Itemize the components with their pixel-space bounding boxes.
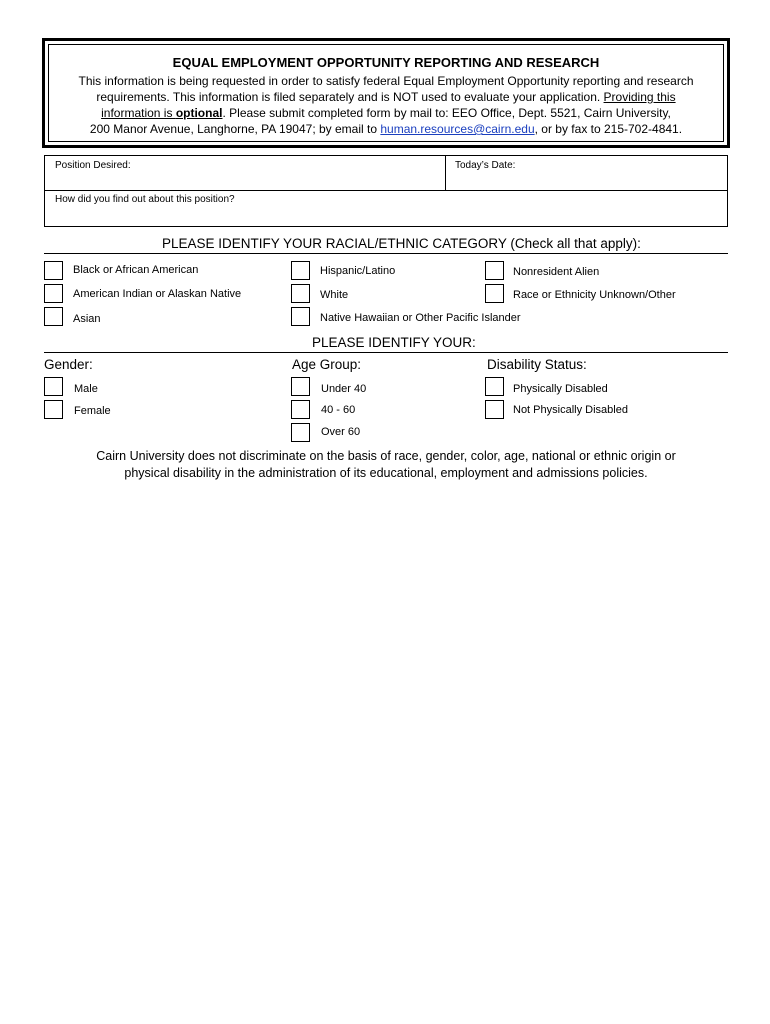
identify-section-title: PLEASE IDENTIFY YOUR: xyxy=(312,335,476,350)
label-under-40: Under 40 xyxy=(321,383,367,395)
label-nonresident-alien: Nonresident Alien xyxy=(513,266,600,278)
nondiscrimination-statement xyxy=(44,448,728,482)
intro-line-2 xyxy=(49,89,723,105)
intro-line-2-underlined: Providing this xyxy=(603,90,676,104)
checkbox-male[interactable] xyxy=(44,377,63,396)
checkbox-white[interactable] xyxy=(291,284,310,303)
checkbox-not-physically-disabled[interactable] xyxy=(485,400,504,419)
age-group-heading: Age Group: xyxy=(292,357,362,372)
nondiscrimination-line-1: Cairn University does not discriminate on the basis of race, gender, color, age, national or ethnic origin or xyxy=(96,449,676,463)
label-hispanic-latino: Hispanic/Latino xyxy=(320,265,396,277)
checkbox-native-hawaiian[interactable] xyxy=(291,307,310,326)
intro-line-1: This information is being requested in order to satisfy federal Equal Employment Opportunity reporting and research xyxy=(78,74,694,88)
label-male: Male xyxy=(74,383,98,395)
checkbox-asian[interactable] xyxy=(44,307,63,326)
intro-line-3-text: . Please submit completed form by mail to: EEO Office, Dept. 5521, Cairn University, xyxy=(222,106,671,120)
label-asian: Asian xyxy=(73,313,101,325)
optional-emphasis: optional xyxy=(175,106,223,120)
fields-divider xyxy=(445,156,446,191)
todays-date-field[interactable]: Today’s Date: xyxy=(455,160,516,171)
nondiscrimination-line-2: physical disability in the administration of its educational, employment and admissions policies. xyxy=(124,466,648,480)
intro-line-4-text: 200 Manor Avenue, Langhorne, PA 19047; by email to xyxy=(89,122,381,136)
label-physically-disabled: Physically Disabled xyxy=(513,383,608,395)
checkbox-female[interactable] xyxy=(44,400,63,419)
header-inner xyxy=(48,44,724,142)
checkbox-40-60[interactable] xyxy=(291,400,310,419)
label-40-60: 40 - 60 xyxy=(321,404,356,416)
header-box xyxy=(42,38,730,148)
race-section-title: PLEASE IDENTIFY YOUR RACIAL/ETHNIC CATEGORY (Check all that apply): xyxy=(162,236,641,251)
disability-status-heading: Disability Status: xyxy=(487,357,587,372)
identify-section-rule xyxy=(44,352,728,353)
checkbox-hispanic-latino[interactable] xyxy=(291,261,310,280)
intro-line-4 xyxy=(49,121,723,137)
applicant-fields-table xyxy=(44,155,728,227)
label-over-60: Over 60 xyxy=(321,426,361,438)
label-black-african-american: Black or African American xyxy=(73,264,199,276)
label-american-indian: American Indian or Alaskan Native xyxy=(73,288,242,300)
checkbox-over-60[interactable] xyxy=(291,423,310,442)
race-section-rule xyxy=(44,253,728,254)
checkbox-american-indian[interactable] xyxy=(44,284,63,303)
fields-row-top xyxy=(45,156,727,191)
gender-heading: Gender: xyxy=(44,357,93,372)
intro-line-4-fax: , or by fax to 215-702-4841. xyxy=(534,122,683,136)
checkbox-physically-disabled[interactable] xyxy=(485,377,504,396)
label-not-physically-disabled: Not Physically Disabled xyxy=(513,404,628,416)
label-race-unknown-other: Race or Ethnicity Unknown/Other xyxy=(513,289,676,301)
intro-line-3 xyxy=(49,105,723,121)
checkbox-race-unknown-other[interactable] xyxy=(485,284,504,303)
intro-line-3-underlined: information is xyxy=(101,106,176,120)
label-female: Female xyxy=(74,405,111,417)
checkbox-nonresident-alien[interactable] xyxy=(485,261,504,280)
position-desired-field[interactable]: Position Desired: xyxy=(55,160,131,171)
position-source-field[interactable]: How did you find out about this position? xyxy=(55,194,235,205)
checkbox-under-40[interactable] xyxy=(291,377,310,396)
label-native-hawaiian: Native Hawaiian or Other Pacific Islander xyxy=(320,312,521,324)
intro-line-2-text: requirements. This information is filed separately and is NOT used to evaluate your application. xyxy=(96,90,604,104)
form-title: EQUAL EMPLOYMENT OPPORTUNITY REPORTING AND RESEARCH xyxy=(172,55,600,70)
label-white: White xyxy=(320,289,349,301)
email-link[interactable]: human.resources@cairn.edu xyxy=(380,122,535,136)
checkbox-black-african-american[interactable] xyxy=(44,261,63,280)
